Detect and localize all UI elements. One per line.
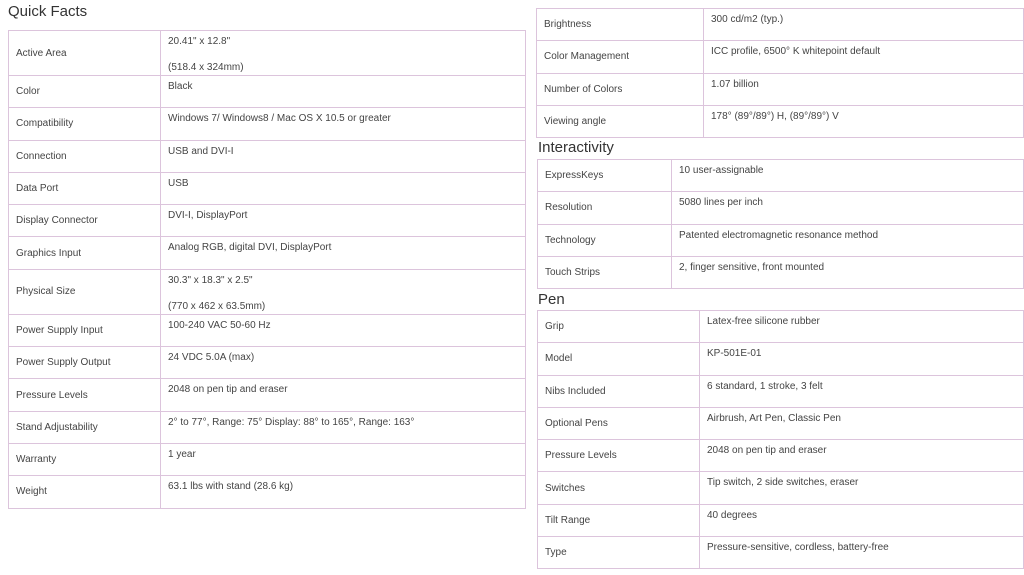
spec-value	[704, 105, 1024, 137]
spec-row-compatibility	[9, 108, 526, 140]
spec-value	[161, 76, 526, 108]
spec-value-line: Airbrush, Art Pen, Classic Pen	[707, 412, 841, 424]
spec-value-line: 1.07 billion	[711, 78, 759, 90]
spec-row-pressure-levels	[538, 440, 1024, 472]
spec-label: Number of Colors	[537, 73, 704, 105]
spec-row-pressure-levels	[9, 379, 526, 411]
spec-value-line: 100-240 VAC 50-60 Hz	[168, 319, 271, 331]
spec-value-line: (770 x 462 x 63.5mm)	[168, 300, 266, 312]
spec-label: Weight	[9, 476, 161, 508]
spec-value-line: DVI-I, DisplayPort	[168, 210, 248, 222]
spec-value-line: Patented electromagnetic resonance method	[679, 229, 879, 241]
spec-row-warranty	[9, 443, 526, 475]
spec-label: Grip	[538, 311, 700, 343]
spec-label: Technology	[538, 224, 672, 256]
spec-row-active-area	[9, 31, 526, 76]
spec-value-line: Black	[168, 81, 193, 92]
spec-row-color	[9, 76, 526, 108]
spec-value	[161, 269, 526, 314]
spec-label: Graphics Input	[9, 237, 161, 269]
spec-row-resolution	[538, 192, 1024, 224]
spec-value-line: 40 degrees	[707, 509, 758, 521]
spec-value-line: 300 cd/m2 (typ.)	[711, 14, 784, 25]
spec-label: Compatibility	[9, 108, 161, 140]
spec-value	[161, 476, 526, 508]
spec-value-line: Windows 7/ Windows8 / Mac OS X 10.5 or greater	[168, 113, 391, 125]
spec-label: ExpressKeys	[538, 160, 672, 192]
spec-value-line: 63.1 lbs with stand (28.6 kg)	[168, 481, 294, 493]
interactivity-title: Interactivity	[538, 139, 614, 156]
spec-value-line: (518.4 x 324mm)	[168, 62, 244, 73]
spec-label: Tilt Range	[538, 504, 700, 536]
spec-row-display-connector	[9, 205, 526, 237]
quick-facts-title: Quick Facts	[8, 3, 88, 20]
spec-label: Color	[9, 76, 161, 108]
spec-row-connection	[9, 140, 526, 172]
spec-value	[700, 407, 1024, 439]
spec-row-tilt-range	[538, 504, 1024, 536]
spec-value	[161, 108, 526, 140]
spec-value	[700, 504, 1024, 536]
spec-value-line: 20.41" x 12.8"	[168, 36, 231, 47]
spec-label: Warranty	[9, 443, 161, 475]
spec-row-physical-size	[9, 269, 526, 314]
spec-value-line: ICC profile, 6500° K whitepoint default	[711, 46, 881, 58]
spec-label: Nibs Included	[538, 375, 700, 407]
spec-value	[700, 343, 1024, 375]
spec-value-line: 10 user-assignable	[679, 165, 764, 176]
spec-row-grip	[538, 311, 1024, 343]
spec-value	[700, 440, 1024, 472]
spec-row-nibs-included	[538, 375, 1024, 407]
pen-specs-table	[537, 310, 1024, 569]
spec-value	[161, 347, 526, 379]
spec-value-line: 6 standard, 1 stroke, 3 felt	[707, 380, 823, 392]
spec-value	[161, 379, 526, 411]
display-specs-table	[536, 8, 1024, 138]
spec-row-graphics-input	[9, 237, 526, 269]
spec-label: Power Supply Output	[9, 347, 161, 379]
spec-row-power-supply-output	[9, 347, 526, 379]
spec-label: Physical Size	[9, 269, 161, 314]
spec-row-optional-pens	[538, 407, 1024, 439]
spec-label: Brightness	[537, 9, 704, 41]
spec-value-line: Pressure-sensitive, cordless, battery-free	[707, 542, 889, 554]
spec-value-line: 1 year	[168, 448, 196, 460]
spec-value	[672, 192, 1024, 224]
spec-label: Stand Adjustability	[9, 411, 161, 443]
spec-value-line: Tip switch, 2 side switches, eraser	[707, 477, 859, 489]
spec-row-technology	[538, 224, 1024, 256]
pen-title: Pen	[538, 291, 565, 308]
spec-value	[704, 9, 1024, 41]
spec-label: Touch Strips	[538, 256, 672, 288]
spec-row-stand-adjustability	[9, 411, 526, 443]
spec-label: Display Connector	[9, 205, 161, 237]
spec-label: Power Supply Input	[9, 314, 161, 346]
spec-label: Switches	[538, 472, 700, 504]
spec-value-line: 2048 on pen tip and eraser	[707, 445, 827, 457]
spec-value-line: USB	[168, 177, 189, 189]
quick-facts-table	[8, 30, 526, 509]
spec-value-line: 24 VDC 5.0A (max)	[168, 352, 255, 364]
spec-label: Model	[538, 343, 700, 375]
spec-label: Type	[538, 537, 700, 569]
spec-value	[161, 172, 526, 204]
spec-value-line: 30.3" x 18.3" x 2.5"	[168, 274, 253, 286]
spec-value	[161, 443, 526, 475]
spec-label: Connection	[9, 140, 161, 172]
spec-value	[161, 411, 526, 443]
spec-label: Active Area	[9, 31, 161, 76]
spec-row-weight	[9, 476, 526, 508]
spec-value	[672, 224, 1024, 256]
interactivity-table	[537, 159, 1024, 289]
spec-row-power-supply-input	[9, 314, 526, 346]
spec-row-color-management	[537, 41, 1024, 73]
spec-row-expresskeys	[538, 160, 1024, 192]
spec-label: Color Management	[537, 41, 704, 73]
spec-row-viewing-angle	[537, 105, 1024, 137]
spec-label: Pressure Levels	[9, 379, 161, 411]
spec-value-line: Analog RGB, digital DVI, DisplayPort	[168, 242, 332, 254]
spec-row-switches	[538, 472, 1024, 504]
spec-value	[704, 41, 1024, 73]
spec-value-line: 2048 on pen tip and eraser	[168, 384, 288, 396]
spec-row-data-port	[9, 172, 526, 204]
spec-row-model	[538, 343, 1024, 375]
spec-row-type	[538, 537, 1024, 569]
spec-label: Optional Pens	[538, 407, 700, 439]
spec-value	[672, 160, 1024, 192]
spec-value	[700, 472, 1024, 504]
spec-value-line: 2, finger sensitive, front mounted	[679, 261, 825, 273]
spec-value-line: KP-501E-01	[707, 348, 762, 360]
spec-label: Resolution	[538, 192, 672, 224]
spec-value-line: USB and DVI-I	[168, 145, 234, 157]
spec-row-number-of-colors	[537, 73, 1024, 105]
spec-value	[161, 314, 526, 346]
spec-value-line: 2° to 77°, Range: 75° Display: 88° to 165°, Range: 163°	[168, 416, 415, 428]
spec-label: Pressure Levels	[538, 440, 700, 472]
spec-value-line: 5080 lines per inch	[679, 197, 763, 209]
spec-value-line: Latex-free silicone rubber	[707, 316, 820, 327]
spec-value	[700, 537, 1024, 569]
spec-value	[704, 73, 1024, 105]
spec-value	[161, 31, 526, 76]
spec-value	[700, 311, 1024, 343]
spec-value	[700, 375, 1024, 407]
spec-row-touch-strips	[538, 256, 1024, 288]
spec-value-line: 178° (89°/89°) H, (89°/89°) V	[711, 110, 839, 122]
spec-label: Viewing angle	[537, 105, 704, 137]
spec-value	[161, 140, 526, 172]
spec-value	[672, 256, 1024, 288]
spec-label: Data Port	[9, 172, 161, 204]
spec-value	[161, 205, 526, 237]
spec-row-brightness	[537, 9, 1024, 41]
spec-value	[161, 237, 526, 269]
